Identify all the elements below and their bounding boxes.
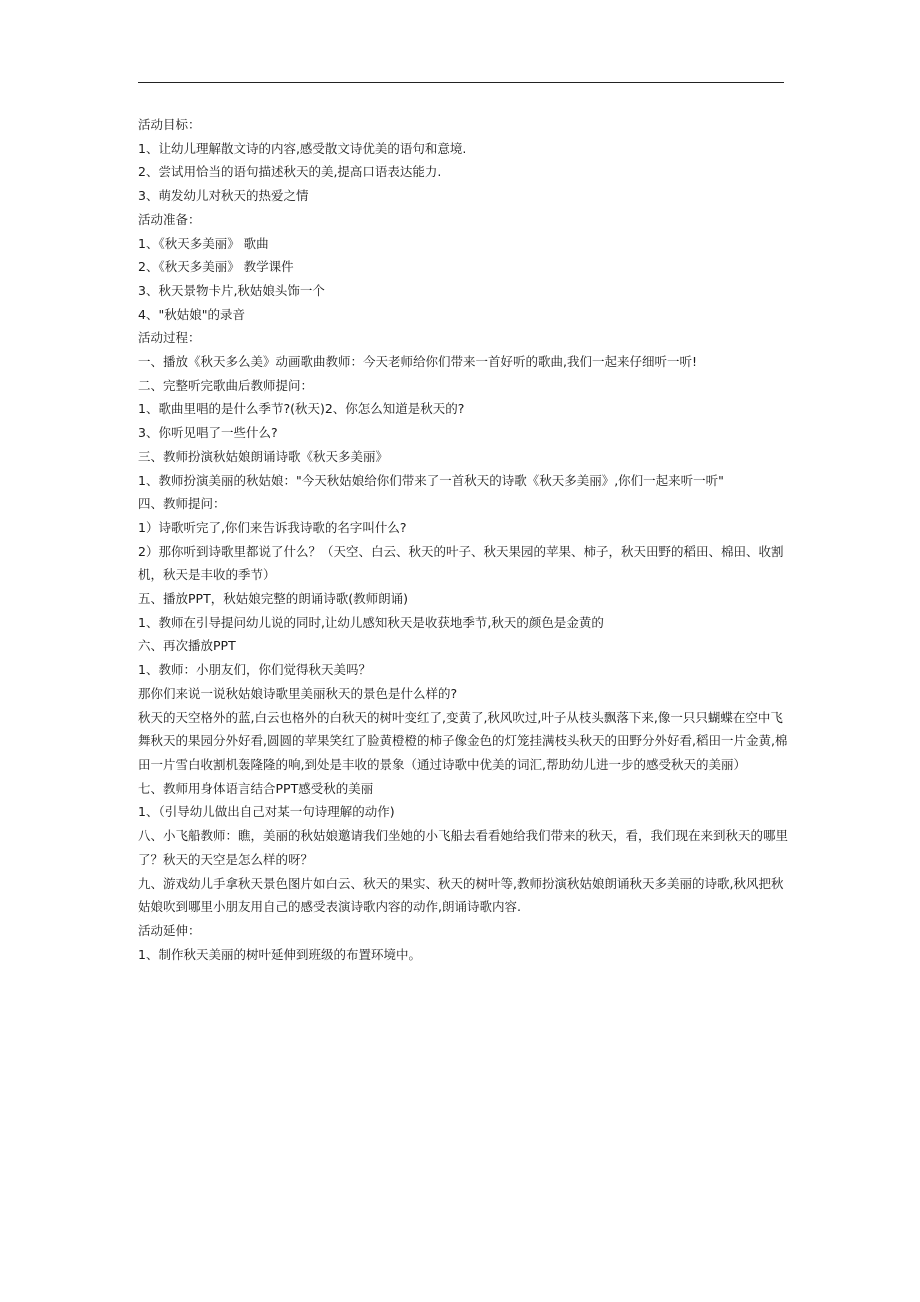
process-line: 1、歌曲里唱的是什么季节?(秋天)2、你怎么知道是秋天的? <box>138 401 465 417</box>
process-line: 3、你听见唱了一些什么? <box>138 425 278 441</box>
process-step: 一、播放《秋天多么美》动画歌曲教师：今天老师给你们带来一首好听的歌曲,我们一起来仔细听一听! <box>138 354 697 370</box>
process-line: 1、教师在引导提问幼儿说的同时,让幼儿感知秋天是收获地季节,秋天的颜色是金黄的 <box>138 614 604 630</box>
process-step: 八、小飞船教师：瞧，美丽的秋姑娘邀请我们坐她的小飞船去看看她给我们带来的秋天，看，我们现在来到秋天的哪里 <box>138 828 789 844</box>
poem-line: 舞秋天的果园分外好看,圆圆的苹果笑红了脸黄橙橙的柿子像金色的灯笼挂满枝头秋天的田野分外好看,稻田一片金黄,棉 <box>138 733 788 749</box>
goal-item: 1、让幼儿理解散文诗的内容,感受散文诗优美的语句和意境. <box>138 140 467 156</box>
process-line: 1、（引导幼儿做出自己对某一句诗理解的动作) <box>138 804 395 820</box>
section-heading-preparation: 活动准备： <box>138 211 201 227</box>
process-line: 姑娘吹到哪里小朋友用自己的感受表演诗歌内容的动作,朗诵诗歌内容. <box>138 899 521 915</box>
process-step: 七、教师用身体语言结合PPT感受秋的美丽 <box>138 780 374 796</box>
header-rule <box>138 82 784 83</box>
process-line: 那你们来说一说秋姑娘诗歌里美丽秋天的景色是什么样的? <box>138 685 458 701</box>
preparation-item: 1、《秋天多美丽》 歌曲 <box>138 235 269 251</box>
process-step: 二、完整听完歌曲后教师提问： <box>138 377 314 393</box>
process-line: 1）诗歌听完了,你们来告诉我诗歌的名字叫什么? <box>138 519 407 535</box>
process-step: 六、再次播放PPT <box>138 638 236 654</box>
process-step: 四、教师提问： <box>138 496 226 512</box>
preparation-item: 3、秋天景物卡片,秋姑娘头饰一个 <box>138 282 325 298</box>
process-line: 2）那你听到诗歌里都说了什么？（天空、白云、秋天的叶子、秋天果园的苹果、柿子，秋天田野的稻田、棉田、收割 <box>138 543 784 559</box>
section-heading-extension: 活动延伸： <box>138 922 201 938</box>
goal-item: 2、尝试用恰当的语句描述秋天的美,提高口语表达能力. <box>138 164 442 180</box>
goal-item: 3、萌发幼儿对秋天的热爱之情 <box>138 188 309 204</box>
section-heading-goals: 活动目标： <box>138 117 201 132</box>
process-line: 1、教师：小朋友们，你们觉得秋天美吗？ <box>138 662 371 678</box>
extension-item: 1、制作秋天美丽的树叶延伸到班级的布置环境中。 <box>138 946 421 962</box>
process-step: 五、播放PPT，秋姑娘完整的朗诵诗歌(教师朗诵) <box>138 591 408 607</box>
poem-line: 秋天的天空格外的蓝,白云也格外的白秋天的树叶变红了,变黄了,秋风吹过,叶子从枝头飘落下来,像一只只蝴蝶在空中飞 <box>138 709 783 725</box>
process-step: 九、游戏幼儿手拿秋天景色图片如白云、秋天的果实、秋天的树叶等,教师扮演秋姑娘朗诵秋天多美丽的诗歌,秋风把秋 <box>138 875 784 891</box>
poem-line: 田一片雪白收割机轰隆隆的响,到处是丰收的景象（通过诗歌中优美的词汇,帮助幼儿进一步的感受秋天的美丽） <box>138 756 746 772</box>
section-heading-process: 活动过程： <box>138 330 201 346</box>
process-step: 三、教师扮演秋姑娘朗诵诗歌《秋天多美丽》 <box>138 448 389 464</box>
process-line: 了？秋天的天空是怎么样的呀？ <box>138 851 314 867</box>
process-line: 1、教师扮演美丽的秋姑娘："今天秋姑娘给你们带来了一首秋天的诗歌《秋天多美丽》,你们一起来听一听" <box>138 472 724 488</box>
process-line: 机，秋天是丰收的季节） <box>138 567 276 583</box>
preparation-item: 4、"秋姑娘"的录音 <box>138 306 245 322</box>
preparation-item: 2、《秋天多美丽》 教学课件 <box>138 259 294 275</box>
document-body <box>138 113 788 966</box>
